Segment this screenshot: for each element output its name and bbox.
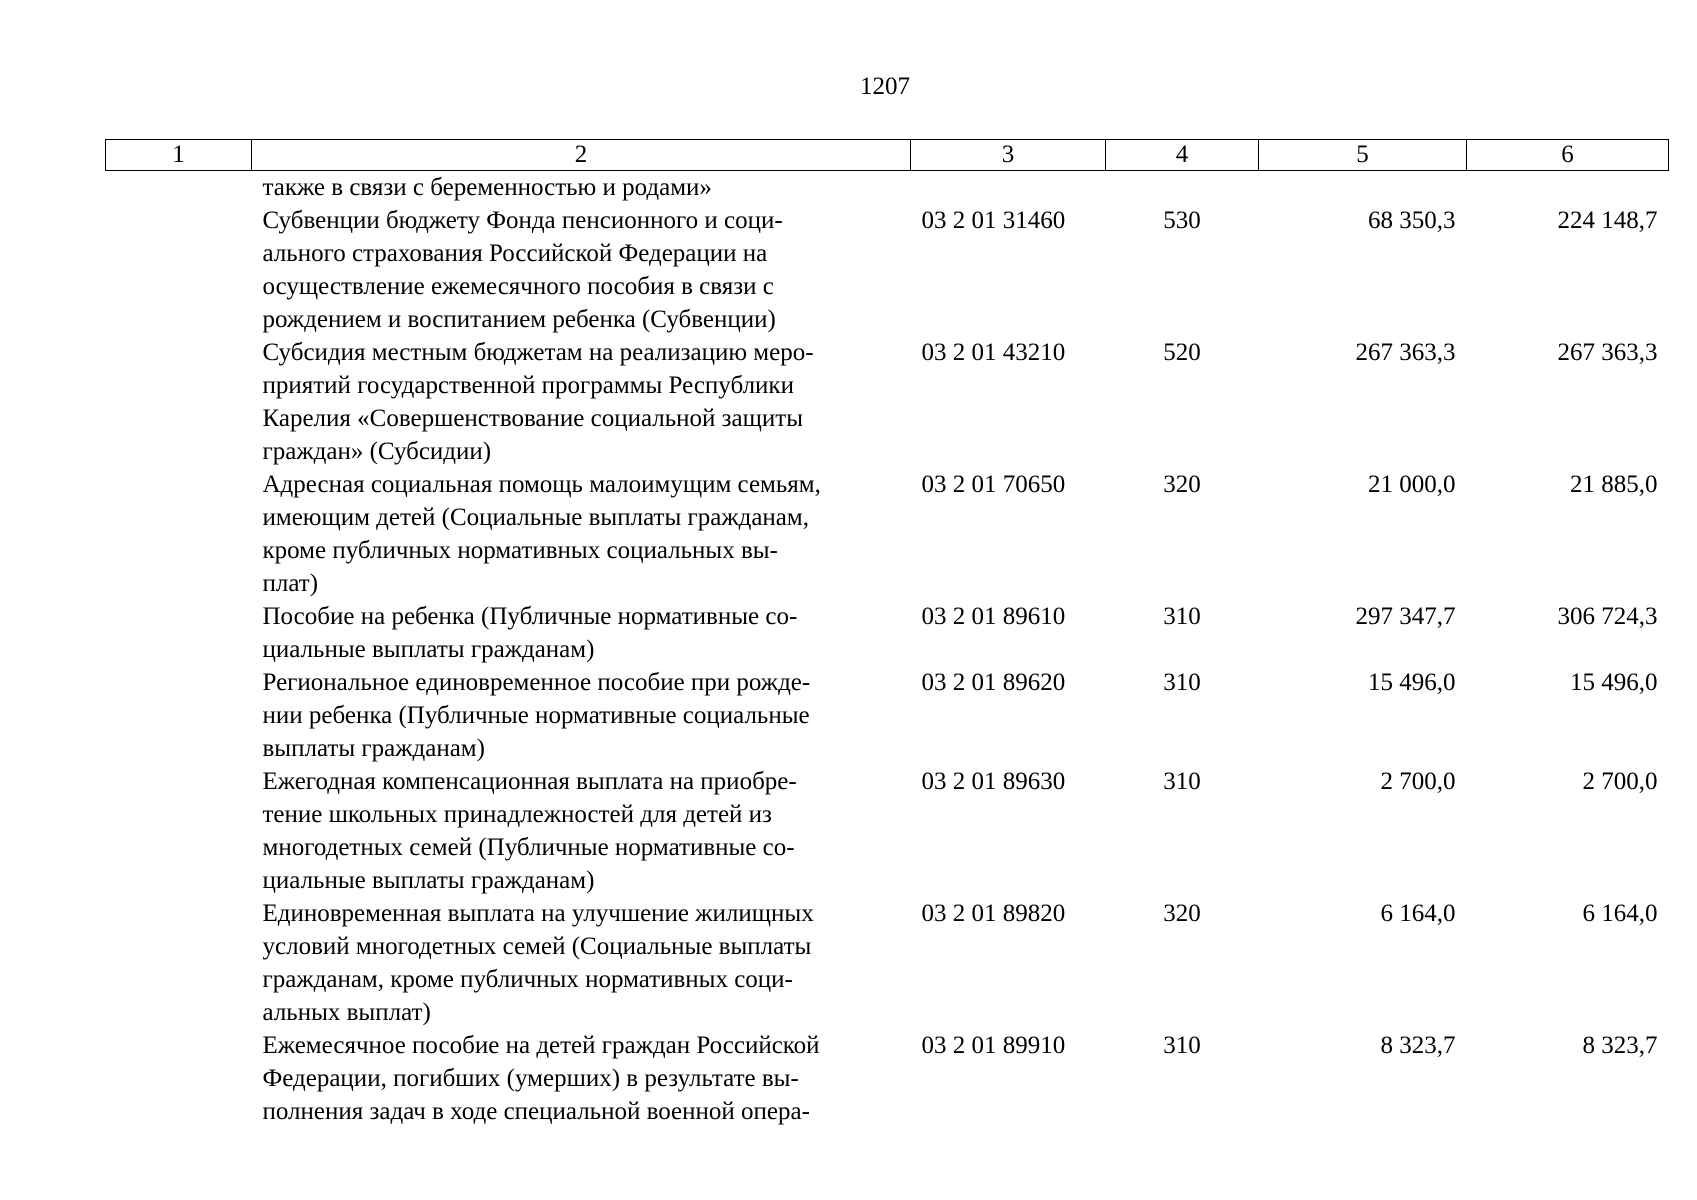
row-description	[252, 468, 911, 600]
table-row	[106, 171, 1669, 205]
description-line: Субсидия местным бюджетам на реализацию меро-	[262, 339, 814, 366]
description-line: Адресная социальная помощь малоимущим семьям,	[262, 471, 821, 498]
table-row	[106, 336, 1669, 468]
row-value-col5: 21 000,0	[1368, 471, 1456, 498]
description-line: Единовременная выплата на улучшение жилищных	[262, 900, 814, 927]
table-row	[106, 666, 1669, 765]
description-line: альных выплат)	[262, 999, 431, 1026]
column-header-5: 5	[1259, 140, 1467, 171]
row-value-col5: 8 323,7	[1380, 1032, 1456, 1059]
table-row	[106, 204, 1669, 336]
budget-table	[105, 139, 1669, 1128]
row-code: 03 2 01 43210	[921, 339, 1066, 366]
row-description	[252, 336, 911, 468]
row-col-1	[106, 897, 252, 1029]
description-line: полнения задач в ходе специальной военной опера-	[262, 1098, 810, 1125]
row-col-1	[106, 468, 252, 600]
column-header-3: 3	[911, 140, 1106, 171]
table-row	[106, 1029, 1669, 1128]
row-value-col6: 2 700,0	[1582, 768, 1658, 795]
header-row	[106, 140, 1669, 171]
description-line: условий многодетных семей (Социальные выплаты	[262, 933, 812, 960]
row-description	[252, 204, 911, 336]
row-description	[252, 171, 911, 205]
table-row	[106, 897, 1669, 1029]
row-code: 03 2 01 70650	[921, 471, 1066, 498]
row-code: 03 2 01 31460	[921, 207, 1066, 234]
description-line: Федерации, погибших (умерших) в результате вы-	[262, 1065, 799, 1092]
description-line: кроме публичных нормативных социальных вы-	[262, 537, 778, 564]
row-value-col5: 267 363,3	[1355, 339, 1456, 366]
row-value-col6: 306 724,3	[1557, 603, 1658, 630]
row-expense-type: 310	[1163, 1032, 1201, 1059]
table-row	[106, 468, 1669, 600]
description-line: многодетных семей (Публичные нормативные со-	[262, 834, 795, 861]
row-expense-type	[1106, 171, 1259, 205]
row-description	[252, 600, 911, 666]
row-code: 03 2 01 89630	[921, 768, 1066, 795]
description-line: осуществление ежемесячного пособия в связи с	[262, 273, 774, 300]
column-header-6: 6	[1467, 140, 1669, 171]
row-expense-type: 320	[1163, 471, 1201, 498]
row-col-1	[106, 1029, 252, 1128]
row-code: 03 2 01 89820	[921, 900, 1066, 927]
row-value-col6: 8 323,7	[1582, 1032, 1658, 1059]
row-col-1	[106, 765, 252, 897]
row-value-col6: 21 885,0	[1570, 471, 1658, 498]
description-line: гражданам, кроме публичных нормативных соци-	[262, 966, 793, 993]
row-value-col6	[1467, 171, 1669, 205]
row-description	[252, 765, 911, 897]
row-code	[911, 171, 1106, 205]
row-code: 03 2 01 89610	[921, 603, 1066, 630]
description-line: Карелия «Совершенствование социальной защиты	[262, 405, 804, 432]
row-value-col6: 6 164,0	[1582, 900, 1658, 927]
column-header-1: 1	[106, 140, 252, 171]
description-line: имеющим детей (Социальные выплаты гражданам,	[262, 504, 809, 531]
row-expense-type: 310	[1163, 603, 1201, 630]
row-value-col5	[1259, 171, 1467, 205]
row-col-1	[106, 204, 252, 336]
description-line: рождением и воспитанием ребенка (Субвенции)	[262, 306, 776, 333]
description-line: плат)	[262, 570, 319, 597]
row-description	[252, 897, 911, 1029]
row-col-1	[106, 171, 252, 205]
column-header-4: 4	[1106, 140, 1259, 171]
description-line: приятий государственной программы Республики	[262, 372, 794, 399]
row-col-1	[106, 666, 252, 765]
row-expense-type: 530	[1163, 207, 1201, 234]
table-header	[106, 140, 1669, 171]
row-code: 03 2 01 89910	[921, 1032, 1066, 1059]
description-line: выплаты гражданам)	[262, 735, 485, 762]
description-line: граждан» (Субсидии)	[262, 438, 492, 465]
table-body	[106, 171, 1669, 1129]
description-line: Пособие на ребенка (Публичные нормативные со-	[262, 603, 798, 630]
row-value-col5: 6 164,0	[1380, 900, 1456, 927]
row-value-col6: 15 496,0	[1570, 669, 1658, 696]
row-value-col5: 68 350,3	[1368, 207, 1456, 234]
row-expense-type: 310	[1163, 669, 1201, 696]
row-value-col5: 2 700,0	[1380, 768, 1456, 795]
row-value-col6: 224 148,7	[1557, 207, 1658, 234]
description-line: циальные выплаты гражданам)	[262, 636, 595, 663]
description-line: Ежегодная компенсационная выплата на приобре-	[262, 768, 797, 795]
row-code: 03 2 01 89620	[921, 669, 1066, 696]
description-line: ального страхования Российской Федерации на	[262, 240, 768, 267]
row-value-col5: 15 496,0	[1368, 669, 1456, 696]
row-col-1	[106, 336, 252, 468]
row-col-1	[106, 600, 252, 666]
description-line: Региональное единовременное пособие при рожде-	[262, 669, 811, 696]
row-description	[252, 666, 911, 765]
description-line: тение школьных принадлежностей для детей из	[262, 801, 772, 828]
row-expense-type: 520	[1163, 339, 1201, 366]
row-description	[252, 1029, 911, 1128]
description-line: циальные выплаты гражданам)	[262, 867, 595, 894]
row-value-col5: 297 347,7	[1355, 603, 1456, 630]
page-number: 1207	[860, 73, 910, 100]
column-header-2: 2	[252, 140, 911, 171]
description-line: Ежемесячное пособие на детей граждан Российской	[262, 1032, 820, 1059]
description-line: нии ребенка (Публичные нормативные социальные	[262, 702, 810, 729]
description-line: также в связи с беременностью и родами»	[262, 174, 712, 201]
table-row	[106, 765, 1669, 897]
row-expense-type: 320	[1163, 900, 1201, 927]
table-row	[106, 600, 1669, 666]
description-line: Субвенции бюджету Фонда пенсионного и соци-	[262, 207, 783, 234]
row-value-col6: 267 363,3	[1557, 339, 1658, 366]
row-expense-type: 310	[1163, 768, 1201, 795]
